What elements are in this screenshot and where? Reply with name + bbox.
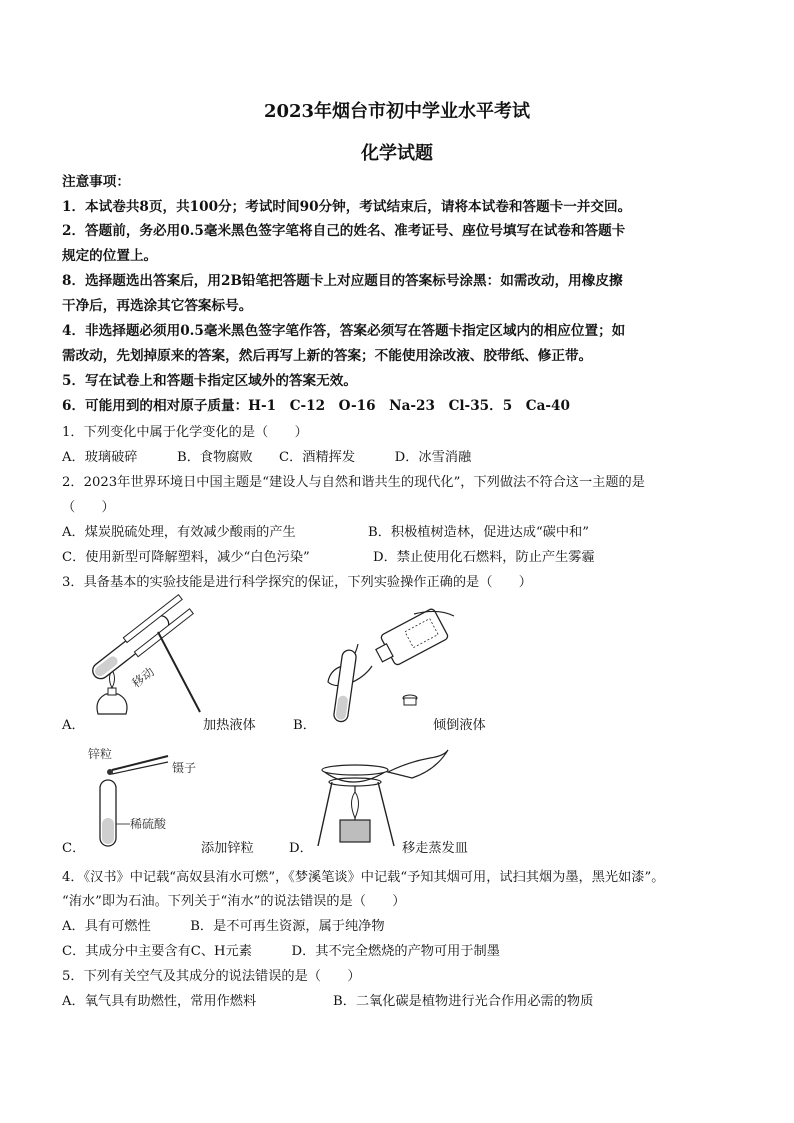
note-line: 4．非选择题必须用0.5毫米黑色签字笔作答，答案必须写在答题卡指定区域内的相应位置；如 — [62, 323, 626, 339]
q5-option-b: B．二氧化碳是植物进行光合作用必需的物质 — [333, 994, 594, 1009]
q2-option-c: C．使用新型可降解塑料，减少“白色污染” — [62, 550, 310, 565]
q3-option-b-caption: 倾倒液体 — [433, 718, 486, 733]
note-line: 规定的位置上。 — [62, 248, 158, 264]
figure-a-label: 移动 — [129, 664, 157, 691]
q3-option-c-caption: 添加锌粒 — [201, 841, 254, 856]
figure-adding-zinc — [84, 742, 214, 852]
figure-heating-liquid — [88, 612, 218, 732]
q3-option-a-letter: A． — [62, 718, 85, 733]
q3-option-d-letter: D． — [289, 841, 313, 856]
note-line: 干净后，再选涂其它答案标号。 — [62, 298, 253, 314]
q4-options-cd: C．其成分中主要含有C、H元素 D．其不完全燃烧的产物可用于制墨 — [62, 944, 500, 959]
q2-stem-cont: （ ） — [62, 500, 115, 515]
q2-option-b: B．积极植树造林，促进达成“碳中和” — [368, 525, 589, 540]
note-line: 2．答题前，务必用0.5毫米黑色签字笔将自己的姓名、准考证号、座位号填写在试卷和答题卡 — [62, 223, 626, 239]
q2-option-d: D．禁止使用化石燃料，防止产生雾霾 — [373, 550, 595, 565]
q4-stem: 4．《汉书》中记载“高奴县洧水可燃”，《梦溪笔谈》中记载“予知其烟可用，试扫其烟为墨，黑光如漆”。 — [62, 870, 665, 885]
figure-c-zinc-label: 锌粒 — [88, 747, 113, 761]
subject-title: 化学试题 — [361, 143, 433, 164]
q3-stem: 3．具备基本的实验技能是进行科学探究的保证，下列实验操作正确的是（ ） — [62, 575, 532, 590]
note-line: 5．写在试卷上和答题卡指定区域外的答案无效。 — [62, 373, 357, 389]
note-line: 8．选择题选出答案后，用2B铅笔把答题卡上对应题目的答案标号涂黑：如需改动，用橡皮擦 — [62, 273, 623, 289]
q3-option-d-caption: 移走蒸发皿 — [402, 841, 468, 856]
q3-option-b-letter: B． — [293, 718, 316, 733]
q4-options-ab: A．具有可燃性 B．是不可再生资源，属于纯净物 — [62, 919, 385, 934]
note-line: 需改动，先划掉原来的答案，然后再写上新的答案；不能使用涂改液、胶带纸、修正带。 — [62, 348, 593, 364]
q1-stem: 1．下列变化中属于化学变化的是（ ） — [62, 425, 308, 440]
q2-option-a: A．煤炭脱硫处理，有效减少酸雨的产生 — [62, 525, 296, 540]
note-line: 1．本试卷共8页，共100分；考试时间90分钟，考试结束后，请将本试卷和答题卡一并交回。 — [62, 199, 632, 215]
q3-option-a-caption: 加热液体 — [203, 718, 256, 733]
note-line: 6．可能用到的相对原子质量：H-1 C-12 O-16 Na-23 Cl-35．5 Ca-40 — [62, 398, 570, 414]
notes-heading: 注意事项： — [62, 174, 130, 190]
exam-title: 2023年烟台市初中学业水平考试 — [263, 101, 531, 122]
figure-c-acid-label: 稀硫酸 — [130, 817, 167, 831]
q3-option-c-letter: C． — [62, 841, 86, 856]
q2-stem: 2．2023年世界环境日中国主题是“建设人与自然和谐共生的现代化”，下列做法不符合这一主题的是 — [62, 475, 645, 490]
figure-pouring-liquid — [318, 606, 458, 736]
figure-c-tweezers-label: 镊子 — [172, 761, 197, 775]
q5-stem: 5．下列有关空气及其成分的说法错误的是（ ） — [62, 969, 361, 984]
q4-stem-cont: “洧水”即为石油。下列关于“洧水”的说法错误的是（ ） — [62, 894, 406, 909]
q5-option-a: A．氧气具有助燃性，常用作燃料 — [62, 994, 257, 1009]
q1-options: A．玻璃破碎 B．食物腐败 C．酒精挥发 D．冰雪消融 — [62, 450, 472, 465]
figure-evaporating-dish — [312, 740, 452, 852]
